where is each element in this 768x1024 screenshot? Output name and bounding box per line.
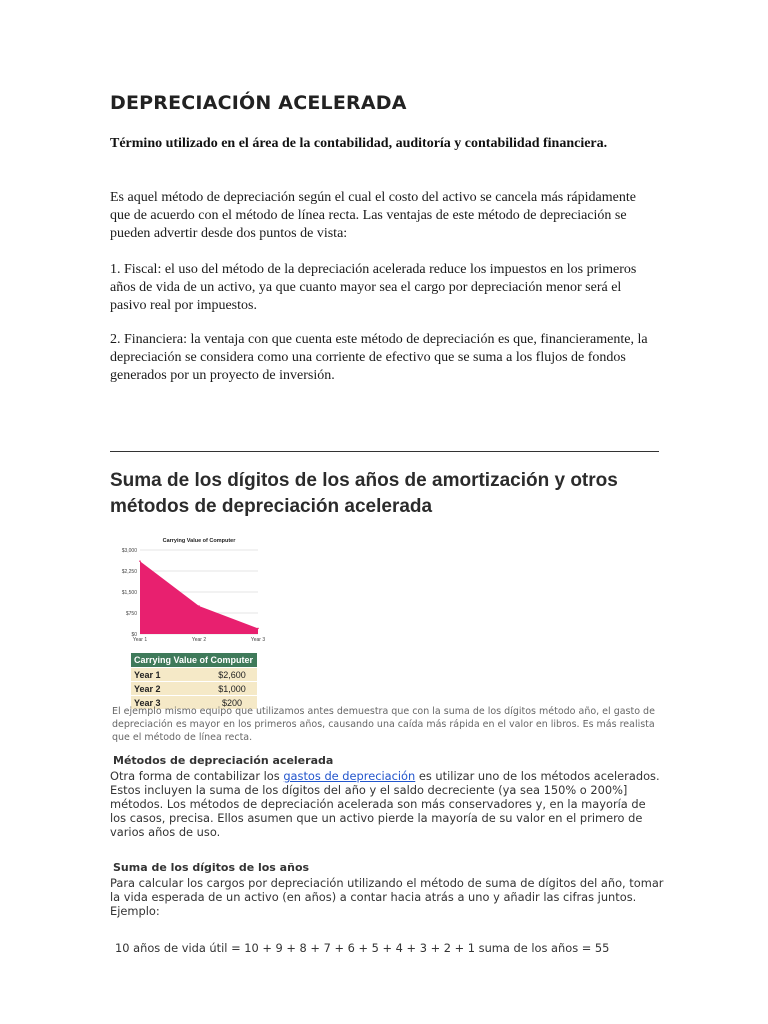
page-title: DEPRECIACIÓN ACELERADA: [110, 92, 407, 114]
carrying-value-table: [131, 653, 257, 709]
chart-x-tick-label: Year 2: [191, 637, 207, 643]
chart-y-tick-label: $2,250: [121, 569, 137, 575]
table-cell-value: $1,000: [207, 682, 257, 696]
chart-data-point: [257, 628, 259, 630]
table-cell-label: Year 3: [131, 696, 207, 710]
chart-x-tick-label: Year 1: [132, 637, 148, 643]
chart-x-tick-label: Year 3: [250, 637, 266, 643]
chart-y-tick-label: $750: [125, 611, 137, 617]
methods-text-before: Otra forma de contabilizar los: [110, 769, 284, 783]
table-row: [131, 668, 257, 682]
chart-title: Carrying Value of Computer: [162, 538, 236, 544]
table-cell-value: $200: [207, 696, 257, 710]
horizontal-rule: [110, 451, 659, 452]
methods-heading: Métodos de depreciación acelerada: [113, 754, 334, 767]
sum-digits-example: 10 años de vida útil = 10 + 9 + 8 + 7 + 6 + 5 + 4 + 3 + 2 + 1 suma de los años = 55: [115, 941, 610, 955]
chart-caption: El ejemplo mismo equipo que utilizamos antes demuestra que con la suma de los dígitos método año, el gasto de depreciación es mayor en los primeros años, causando una caída más rápida en el valor en libros. Es más realista que el método de línea recta.: [112, 706, 655, 743]
chart-data-point: [139, 560, 141, 562]
methods-text-after: es utilizar uno de los métodos acelerados. Estos incluyen la suma de los dígitos del año y el saldo decreciente (ya sea 150% o 200%] métodos. Los métodos de depreciación acelerada son más conservadores y, en la mayoría de los casos, precisa. Ellos asumen que un activo pierde la mayoría de su valor en el primero de varios años de uso.: [110, 769, 660, 839]
table-cell-label: Year 1: [131, 668, 207, 682]
paragraph-financiera: 2. Financiera: la ventaja con que cuenta este método de depreciación es que, financieramente, la depreciación se considera como una corriente de efectivo que se suma a los flujos de fondos generados por un proyecto de inversión.: [110, 332, 648, 383]
carrying-value-chart: [108, 534, 268, 650]
chart-y-tick-label: $0: [131, 632, 137, 638]
subtitle: Término utilizado en el área de la contabilidad, auditoría y contabilidad financiera.: [110, 136, 608, 151]
paragraph-fiscal: 1. Fiscal: el uso del método de la depreciación acelerada reduce los impuestos en los primeros años de vida de un activo, ya que cuanto mayor sea el cargo por depreciación menor será el pasivo real por impuestos.: [110, 262, 637, 313]
table-cell-label: Year 2: [131, 682, 207, 696]
chart-y-tick-label: $1,500: [121, 590, 137, 596]
table-cell-value: $2,600: [207, 668, 257, 682]
table-row: [131, 682, 257, 696]
sum-digits-paragraph: Para calcular los cargos por depreciación utilizando el método de suma de dígitos del año, tomar la vida esperada de un activo (en años) a contar hacia atrás a uno y añadir las cifras juntos. Ejemplo:: [110, 876, 664, 918]
table-header: Carrying Value of Computer: [131, 653, 257, 668]
section-title: Suma de los dígitos de los años de amortización y otros métodos de depreciación acelerada: [110, 470, 618, 517]
gastos-depreciacion-link[interactable]: gastos de depreciación: [283, 769, 416, 783]
chart-area-series: [140, 561, 258, 634]
chart-data-point: [198, 605, 200, 607]
methods-paragraph: [110, 769, 665, 839]
paragraph-definition: Es aquel método de depreciación según el cual el costo del activo se cancela más rápidamente que de acuerdo con el método de línea recta. Las ventajas de este método de depreciación se pueden advertir desde dos puntos de vista:: [110, 190, 636, 241]
chart-svg: [108, 534, 268, 650]
sum-digits-heading: Suma de los dígitos de los años: [113, 861, 310, 874]
chart-y-tick-label: $3,000: [121, 548, 137, 554]
